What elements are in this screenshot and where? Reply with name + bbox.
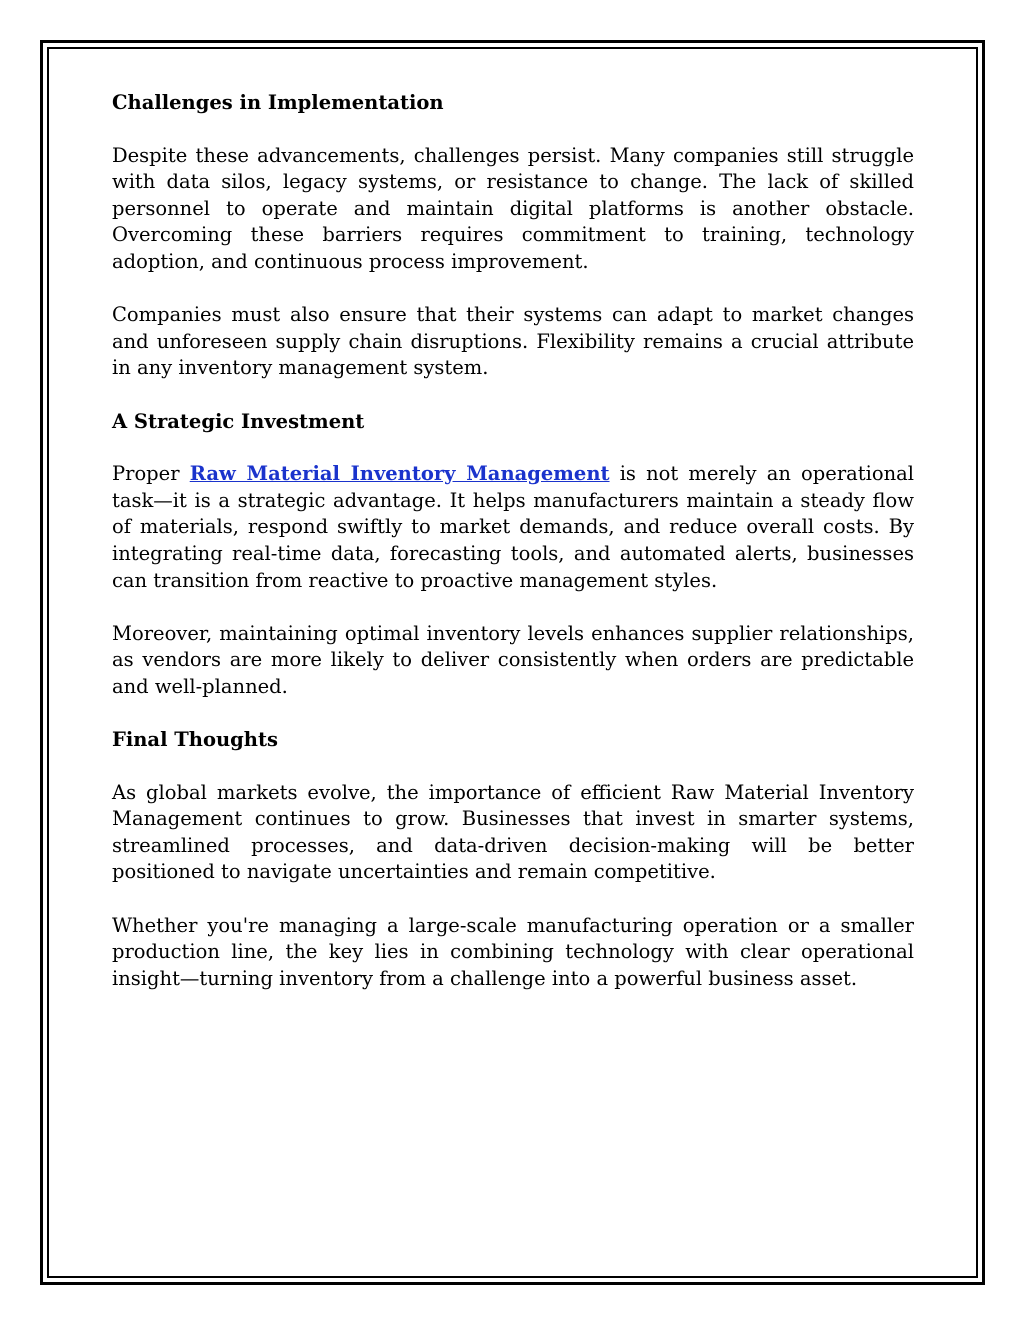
raw-material-inventory-management-link[interactable]: Raw Material Inventory Management <box>189 462 610 486</box>
paragraph-strategic-2: Moreover, maintaining optimal inventory levels enhances supplier relationships, as vendors are more likely to deliver consistently when orders are predictable and well-planned. <box>112 621 914 698</box>
paragraph-strategic-1 <box>112 461 914 594</box>
document-body <box>112 84 914 1019</box>
paragraph-challenges-2: Companies must also ensure that their systems can adapt to market changes and unforeseen supply chain disruptions. Flexibility remains a crucial attribute in any inventory management system. <box>112 303 914 380</box>
section-heading-strategic-investment: A Strategic Investment <box>112 409 365 433</box>
paragraph-strategic-1-after: is not merely an operational task—it is a strategic advantage. It helps manufacturers maintain a steady flow of materials, respond swiftly to market demands, and reduce overall costs. By integrating real-time data, forecasting tools, and automated alerts, businesses can transition from reactive to proactive management styles. <box>112 462 914 592</box>
paragraph-strategic-1-before: Proper <box>112 462 190 486</box>
paragraph-final-1: As global markets evolve, the importance of efficient Raw Material Inventory Management continues to grow. Businesses that invest in smarter systems, streamlined processes, and data-driven decision-making will be better positioned to navigate uncertainties and remain competitive. <box>112 780 914 884</box>
section-heading-final-thoughts: Final Thoughts <box>112 728 278 752</box>
paragraph-final-2: Whether you're managing a large-scale manufacturing operation or a smaller production line, the key lies in combining technology with clear operational insight—turning inventory from a challenge into a powerful business asset. <box>112 913 914 990</box>
paragraph-challenges-1: Despite these advancements, challenges persist. Many companies still struggle with data silos, legacy systems, or resistance to change. The lack of skilled personnel to operate and maintain digital platforms is another obstacle. Overcoming these barriers requires commitment to training, technology adoption, and continuous process improvement. <box>112 143 914 273</box>
section-heading-challenges: Challenges in Implementation <box>112 91 444 114</box>
